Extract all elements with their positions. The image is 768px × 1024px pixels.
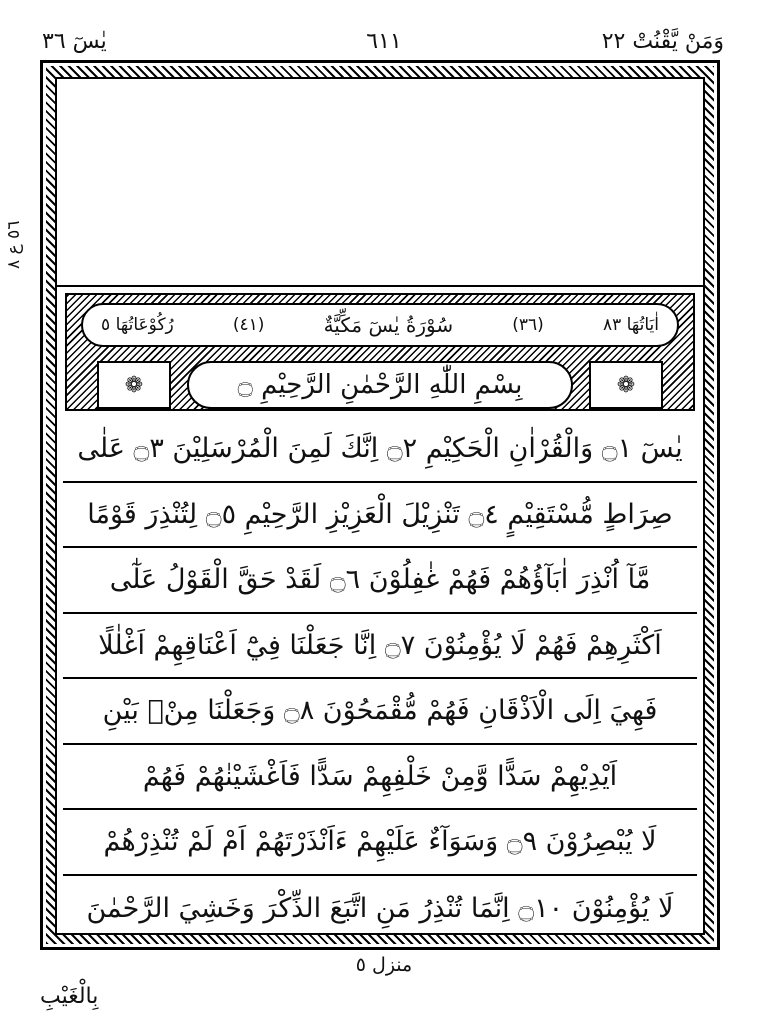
surah-name: سُوْرَةُ يٰسٓ مَكِّيَّةٌ xyxy=(323,313,454,337)
verse-line: لَا يُؤْمِنُوْنَ ۝١٠ اِنَّمَا تُنْذِرُ مَنِ اتَّبَعَ الذِّكْرَ وَخَشِيَ الرَّحْمٰنَ xyxy=(86,892,674,924)
surah-reference: يٰسٓ ٣٦ xyxy=(42,29,107,54)
flower-ornament-icon: ❁ xyxy=(97,361,171,409)
verse-line: يٰسٓ ۝١ وَالْقُرْاٰنِ الْحَكِيْمِ ۝٢ اِنَّكَ لَمِنَ الْمُرْسَلِيْنَ ۝٣ عَلٰى xyxy=(63,417,697,483)
ruku-count: رُكُوْعَاتُهَا ٥ xyxy=(101,315,174,335)
surah-number: (٣٦) xyxy=(512,315,544,335)
juz-title: وَمَنْ يَّقْنُتْ ٢٢ xyxy=(601,29,724,54)
verse-line: مَّآ اُنْذِرَ اٰبَآؤُهُمْ فَهُمْ غٰفِلُوْنَ ۝٦ لَقَدْ حَقَّ الْقَوْلُ عَلٰٓى xyxy=(63,548,697,614)
ayat-count: اٰيَاتُهَا ٨٣ xyxy=(602,315,659,335)
manzil-label: منزل ٥ xyxy=(355,954,413,976)
verse-line: اَكْثَرِهِمْ فَهُمْ لَا يُؤْمِنُوْنَ ۝٧ اِنَّا جَعَلْنَا فِيْٓ اَعْنَاقِهِمْ اَغْلٰلًا xyxy=(63,614,697,680)
surah-info-bar xyxy=(81,303,679,347)
revelation-order: (٤١) xyxy=(232,315,265,335)
verse-lines xyxy=(63,417,697,941)
catchword: بِالْغَيْبِ xyxy=(40,984,99,1009)
verse-line: فَهِيَ اِلَى الْاَذْقَانِ فَهُمْ مُّقْمَحُوْنَ ۝٨ وَجَعَلْنَا مِنْۢ بَيْنِ xyxy=(63,679,697,745)
ruku-side-marker: ٥٦ ع ٨ xyxy=(4,220,24,270)
page-number: ٦١١ xyxy=(366,29,402,54)
verse-line: لَا يُبْصِرُوْنَ ۝٩ وَسَوَآءٌ عَلَيْهِمْ ءَاَنْذَرْتَهُمْ اَمْ لَمْ تُنْذِرْهُمْ xyxy=(63,810,697,876)
page-frame xyxy=(40,60,720,950)
flower-ornament-icon: ❁ xyxy=(589,361,663,409)
surah-heading-banner xyxy=(65,293,695,411)
verse-line: اَيْدِيْهِمْ سَدًّا وَّمِنْ خَلْفِهِمْ سَدًّا فَاَغْشَيْنٰهُمْ فَهُمْ xyxy=(63,745,697,811)
verse-line: صِرَاطٍ مُّسْتَقِيْمٍ ۝٤ تَنْزِيْلَ الْعَزِيْزِ الرَّحِيْمِ ۝٥ لِتُنْذِرَ قَوْمًا xyxy=(63,483,697,549)
page-content-area xyxy=(55,77,705,935)
blank-area xyxy=(57,79,703,287)
bismillah: بِسْمِ اللّٰهِ الرَّحْمٰنِ الرَّحِيْمِ ۝ xyxy=(187,361,573,409)
